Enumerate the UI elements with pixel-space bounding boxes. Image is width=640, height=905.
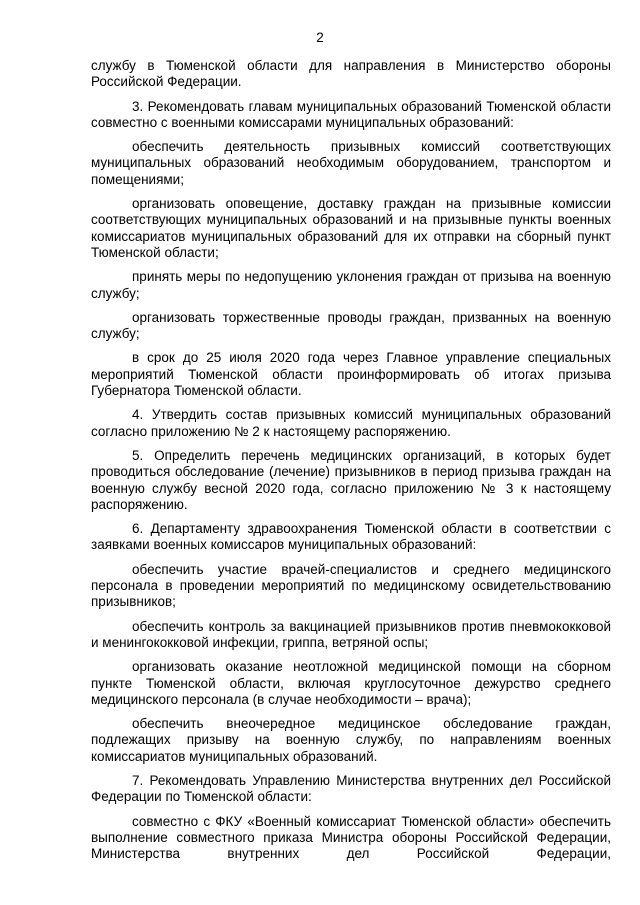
paragraph-sub-equipment: обеспечить деятельность призывных комиссий соответствующих муниципальных образований необходимым оборудованием, транспортом и помещениями; — [91, 139, 611, 187]
paragraph-sub-examination: обеспечить внеочередное медицинское обследование граждан, подлежащих призыву на военную службу, по направлениям военных комиссариатов муниципальных образований. — [91, 716, 611, 764]
paragraph-item-4: 4. Утвердить состав призывных комиссий муниципальных образований согласно приложению № 2 к настоящему распоряжению. — [91, 407, 611, 439]
page-number: 2 — [316, 30, 324, 45]
paragraph-item-3: 3. Рекомендовать главам муниципальных образований Тюменской области совместно с военными комиссарами муниципальных образований: — [91, 98, 611, 130]
paragraph-sub-evasion: принять меры по недопущению уклонения граждан от призыва на военную службу; — [91, 269, 611, 301]
paragraph-sub-emergency-care: организовать оказание неотложной медицинской помощи на сборном пункте Тюменской области, включая круглосуточное дежурство среднего медицинского персонала (в случае необходимости – врача); — [91, 659, 611, 707]
paragraph-item-5: 5. Определить перечень медицинских организаций, в которых будет проводиться обследование (лечение) призывников в период призыва граждан на военную службу весной 2020 года, согласно приложению № 3 к настоящему распоряжению. — [91, 447, 611, 512]
paragraph-sub-notification: организовать оповещение, доставку граждан на призывные комиссии соответствующих муниципальных образований и на призывные пункты военных комиссариатов муниципальных образований для их отправки на сборный пункт Тюменской области; — [91, 196, 611, 260]
paragraph-sub-specialists: обеспечить участие врачей-специалистов и среднего медицинского персонала в проведении мероприятий по медицинскому освидетельствованию призывников; — [91, 561, 611, 610]
paragraph-sub-vaccination: обеспечить контроль за вакцинацией призывников против пневмококковой и менингококковой инфекции, гриппа, ветряной оспы; — [91, 618, 611, 650]
document-body — [91, 58, 611, 870]
paragraph-item-7: 7. Рекомендовать Управлению Министерства внутренних дел Российской Федерации по Тюменской области: — [91, 772, 611, 805]
paragraph-continuation: службу в Тюменской области для направления в Министерство обороны Российской Федерации. — [91, 58, 611, 90]
paragraph-sub-farewell: организовать торжественные проводы граждан, призванных на военную службу; — [91, 309, 611, 342]
paragraph-sub-joint-order: совместно с ФКУ «Военный комиссариат Тюменской области» обеспечить выполнение совместного приказа Министра обороны Российской Федерации, Министерства внутренних дел Российской Федерации, — [91, 813, 611, 862]
paragraph-item-6: 6. Департаменту здравоохранения Тюменской области в соответствии с заявками военных комиссаров муниципальных образований: — [91, 521, 611, 553]
paragraph-sub-report: в срок до 25 июля 2020 года через Главное управление специальных мероприятий Тюменской области проинформировать об итогах призыва Губернатора Тюменской области. — [91, 350, 611, 399]
